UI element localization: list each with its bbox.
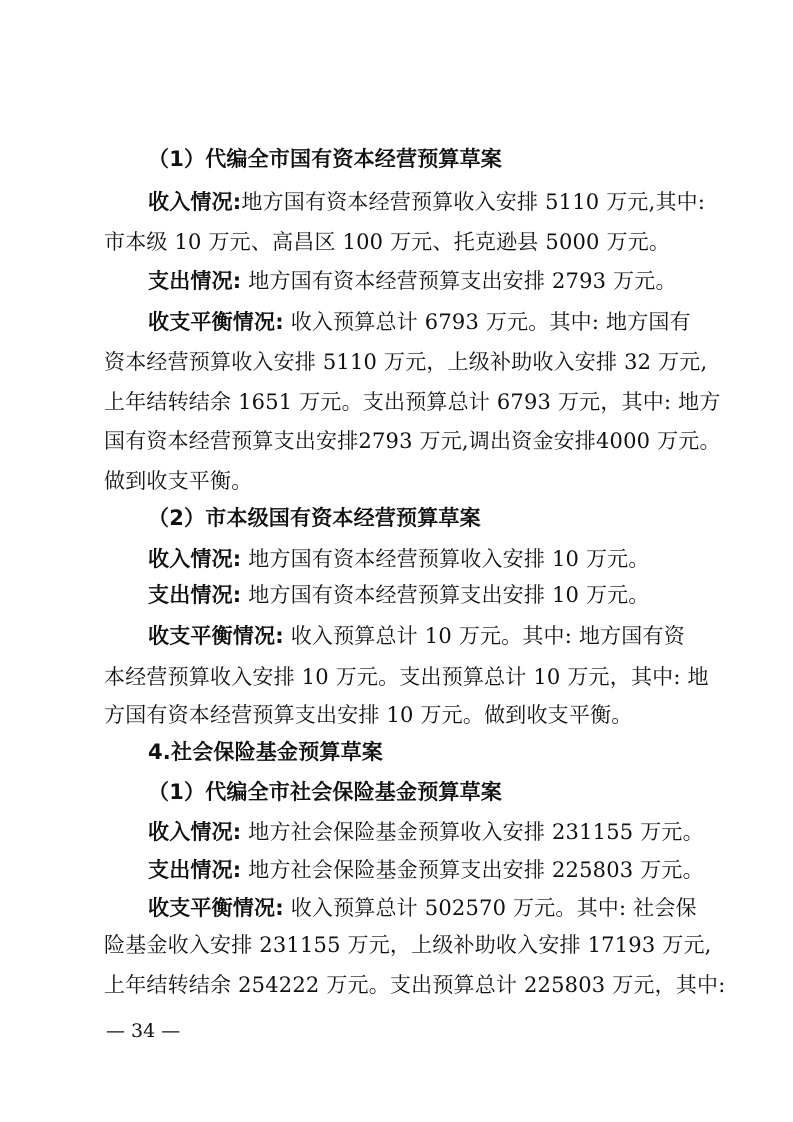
paragraph-line: 上年结转结余 254222 万元。支出预算总计 225803 万元，其中: xyxy=(104,973,726,997)
section-heading: 4.社会保险基金预算草案 xyxy=(148,740,383,764)
paragraph-line xyxy=(148,149,502,170)
paragraph-line xyxy=(148,508,481,529)
bold-label: 支出情况: xyxy=(148,858,242,882)
paragraph-line: 资本经营预算收入安排 5110 万元，上级补助收入安排 32 万元, xyxy=(104,350,708,374)
section-heading: （2）市本级国有资本经营预算草案 xyxy=(148,506,481,530)
paragraph-line: 方国有资本经营预算支出安排 10 万元。做到收支平衡。 xyxy=(104,703,633,727)
paragraph-line: 收支平衡情况: 收入预算总计 10 万元。其中: 地方国有资 xyxy=(148,624,685,648)
bold-label: 收支平衡情况: xyxy=(148,310,284,334)
paragraph-line: 收支平衡情况: 收入预算总计 6793 万元。其中: 地方国有 xyxy=(148,310,691,334)
paragraph-line: 市本级 10 万元、高昌区 100 万元、托克逊县 5000 万元。 xyxy=(104,230,671,254)
paragraph-line: 险基金收入安排 231155 万元，上级补助收入安排 17193 万元, xyxy=(104,933,712,957)
bold-label: 收支平衡情况: xyxy=(148,896,284,920)
bold-label: 收入情况: xyxy=(148,547,242,571)
paragraph-line: 收入情况: 地方社会保险基金预算收入安排 231155 万元。 xyxy=(148,820,704,844)
paragraph-line: 支出情况: 地方社会保险基金预算支出安排 225803 万元。 xyxy=(148,858,704,882)
paragraph-line: 收入情况: 地方国有资本经营预算收入安排 10 万元。 xyxy=(148,547,650,571)
paragraph-line: 支出情况: 地方国有资本经营预算支出安排 10 万元。 xyxy=(148,583,650,607)
paragraph-line: 上年结转结余 1651 万元。支出预算总计 6793 万元，其中: 地方 xyxy=(104,390,721,414)
paragraph-line: 收支平衡情况: 收入预算总计 502570 万元。其中: 社会保 xyxy=(148,896,697,920)
paragraph-line: 做到收支平衡。 xyxy=(104,469,253,493)
paragraph-line: 支出情况: 地方国有资本经营预算支出安排 2793 万元。 xyxy=(148,269,677,293)
bold-label: 支出情况: xyxy=(148,269,242,293)
bold-label: 收入情况: xyxy=(148,190,242,214)
paragraph-line: 国有资本经营预算支出安排2793 万元,调出资金安排4000 万元。 xyxy=(104,429,721,453)
paragraph-line xyxy=(148,742,383,763)
paragraph-line: 收入情况:地方国有资本经营预算收入安排 5110 万元,其中: xyxy=(148,190,706,214)
paragraph-line xyxy=(148,782,502,803)
bold-label: 收支平衡情况: xyxy=(148,624,284,648)
bold-label: 支出情况: xyxy=(148,583,242,607)
section-heading: （1）代编全市国有资本经营预算草案 xyxy=(148,147,503,171)
bold-label: 收入情况: xyxy=(148,820,242,844)
paragraph-line: 本经营预算收入安排 10 万元。支出预算总计 10 万元，其中: 地 xyxy=(104,665,709,689)
page-number: — 34 — xyxy=(106,1020,181,1042)
section-heading: （1）代编全市社会保险基金预算草案 xyxy=(148,780,503,804)
